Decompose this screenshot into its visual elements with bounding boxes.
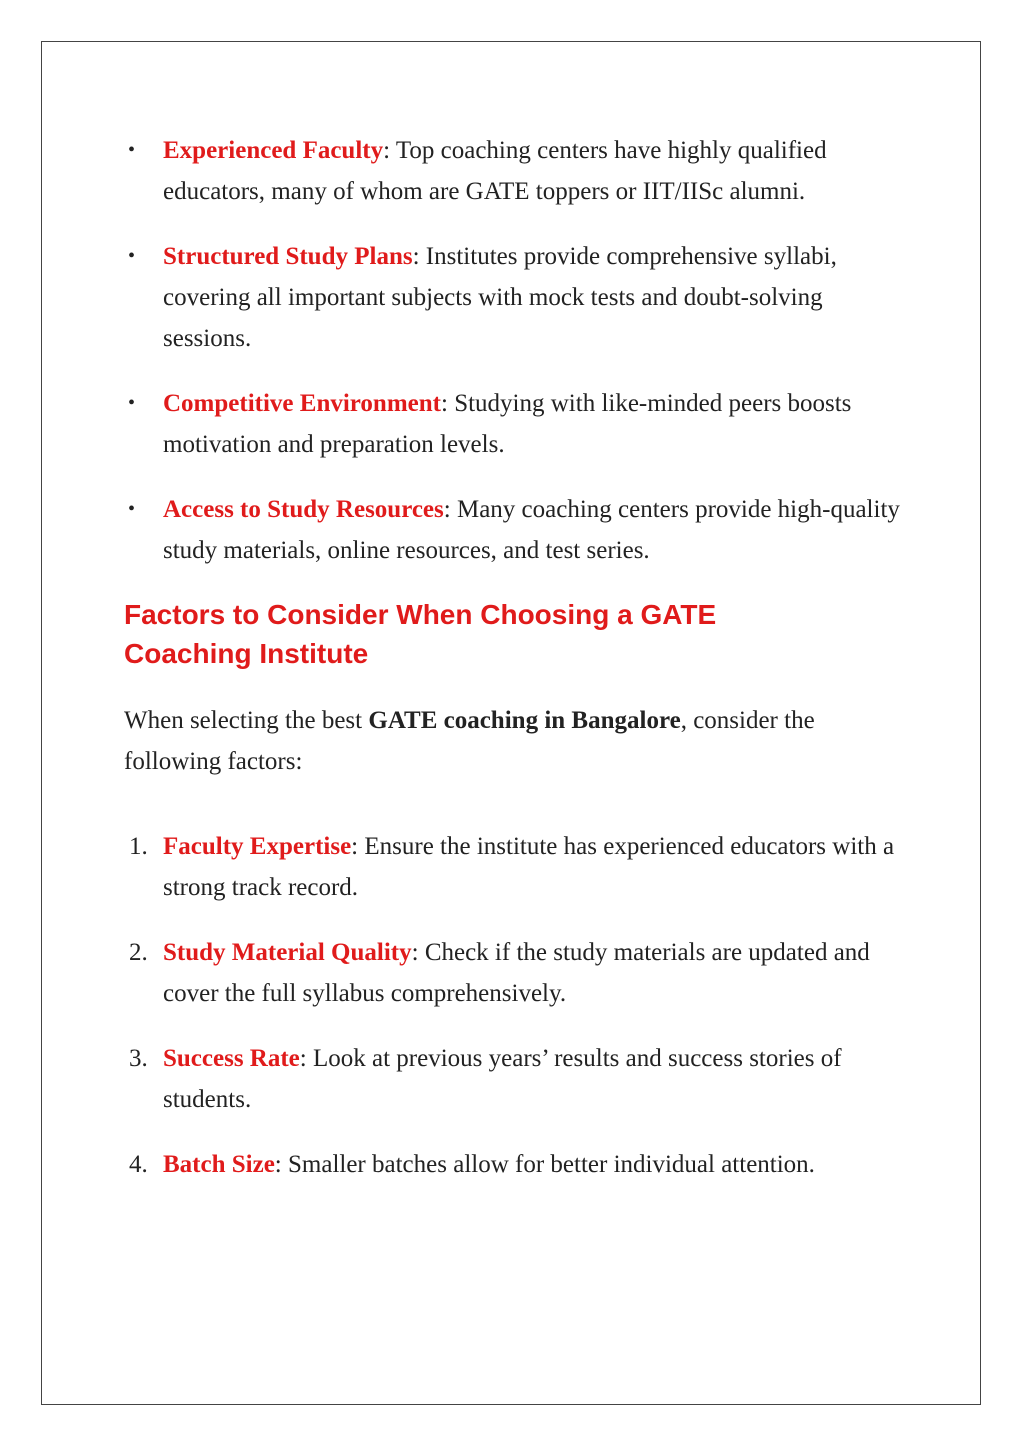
- list-item-text: Look at previous years’ results and success stories of students.: [163, 1045, 842, 1113]
- list-item: [124, 1038, 914, 1120]
- term-separator: :: [299, 1045, 307, 1072]
- term-separator: :: [441, 390, 448, 417]
- intro-text-after: , consider the following factors:: [124, 707, 815, 775]
- list-item: [124, 236, 914, 359]
- list-item: [124, 489, 914, 571]
- list-item-term: Study Material Quality: [163, 939, 412, 966]
- bullet-marker: •: [128, 392, 136, 414]
- list-item-text: Studying with like-minded peers boosts motivation and preparation levels.: [163, 390, 852, 458]
- section-heading: Factors to Consider When Choosing a GATE Coaching Institute: [124, 599, 717, 669]
- term-separator: :: [411, 939, 419, 966]
- intro-paragraph: [124, 700, 914, 782]
- number-marker: 1.: [129, 833, 148, 860]
- term-separator: :: [274, 1151, 282, 1178]
- bullet-marker: •: [128, 498, 136, 520]
- list-item: [124, 826, 914, 908]
- number-marker: 3.: [129, 1045, 148, 1072]
- list-item-term: Access to Study Resources: [163, 496, 444, 523]
- factors-list: [124, 826, 914, 1185]
- list-item-term: Batch Size: [163, 1151, 275, 1178]
- list-item-term: Success Rate: [163, 1045, 300, 1072]
- list-item: [124, 383, 914, 465]
- term-separator: :: [351, 833, 359, 860]
- list-item-text: Check if the study materials are updated and cover the full syllabus comprehensively.: [163, 939, 870, 1007]
- document-content: [124, 130, 914, 1209]
- list-item-term: Experienced Faculty: [163, 137, 384, 164]
- list-item-term: Competitive Environment: [163, 390, 441, 417]
- list-item: [124, 130, 914, 212]
- number-marker: 2.: [129, 939, 148, 966]
- list-item-text: Top coaching centers have highly qualified educators, many of whom are GATE toppers or IIT/IISc alumni.: [163, 137, 827, 205]
- bullet-marker: •: [128, 245, 136, 267]
- list-item-text: Smaller batches allow for better individual attention.: [281, 1151, 815, 1178]
- list-item: [124, 1144, 914, 1185]
- term-separator: :: [443, 496, 451, 523]
- list-item-text: Ensure the institute has experienced educators with a strong track record.: [163, 833, 895, 901]
- benefits-list: [124, 130, 914, 571]
- list-item-term: Structured Study Plans: [163, 243, 413, 270]
- term-separator: :: [412, 243, 420, 270]
- list-item-text: Institutes provide comprehensive syllabi, covering all important subjects with mock tests and doubt-solving sessions.: [163, 243, 837, 352]
- list-item-text: Many coaching centers provide high-quality study materials, online resources, and test series.: [163, 496, 900, 564]
- term-separator: :: [383, 137, 391, 164]
- number-marker: 4.: [129, 1151, 148, 1178]
- intro-text-before: When selecting the best: [124, 707, 369, 734]
- list-item-term: Faculty Expertise: [163, 833, 352, 860]
- list-item: [124, 932, 914, 1014]
- bullet-marker: •: [128, 139, 136, 161]
- intro-bold-keyword: GATE coaching in Bangalore: [368, 707, 681, 734]
